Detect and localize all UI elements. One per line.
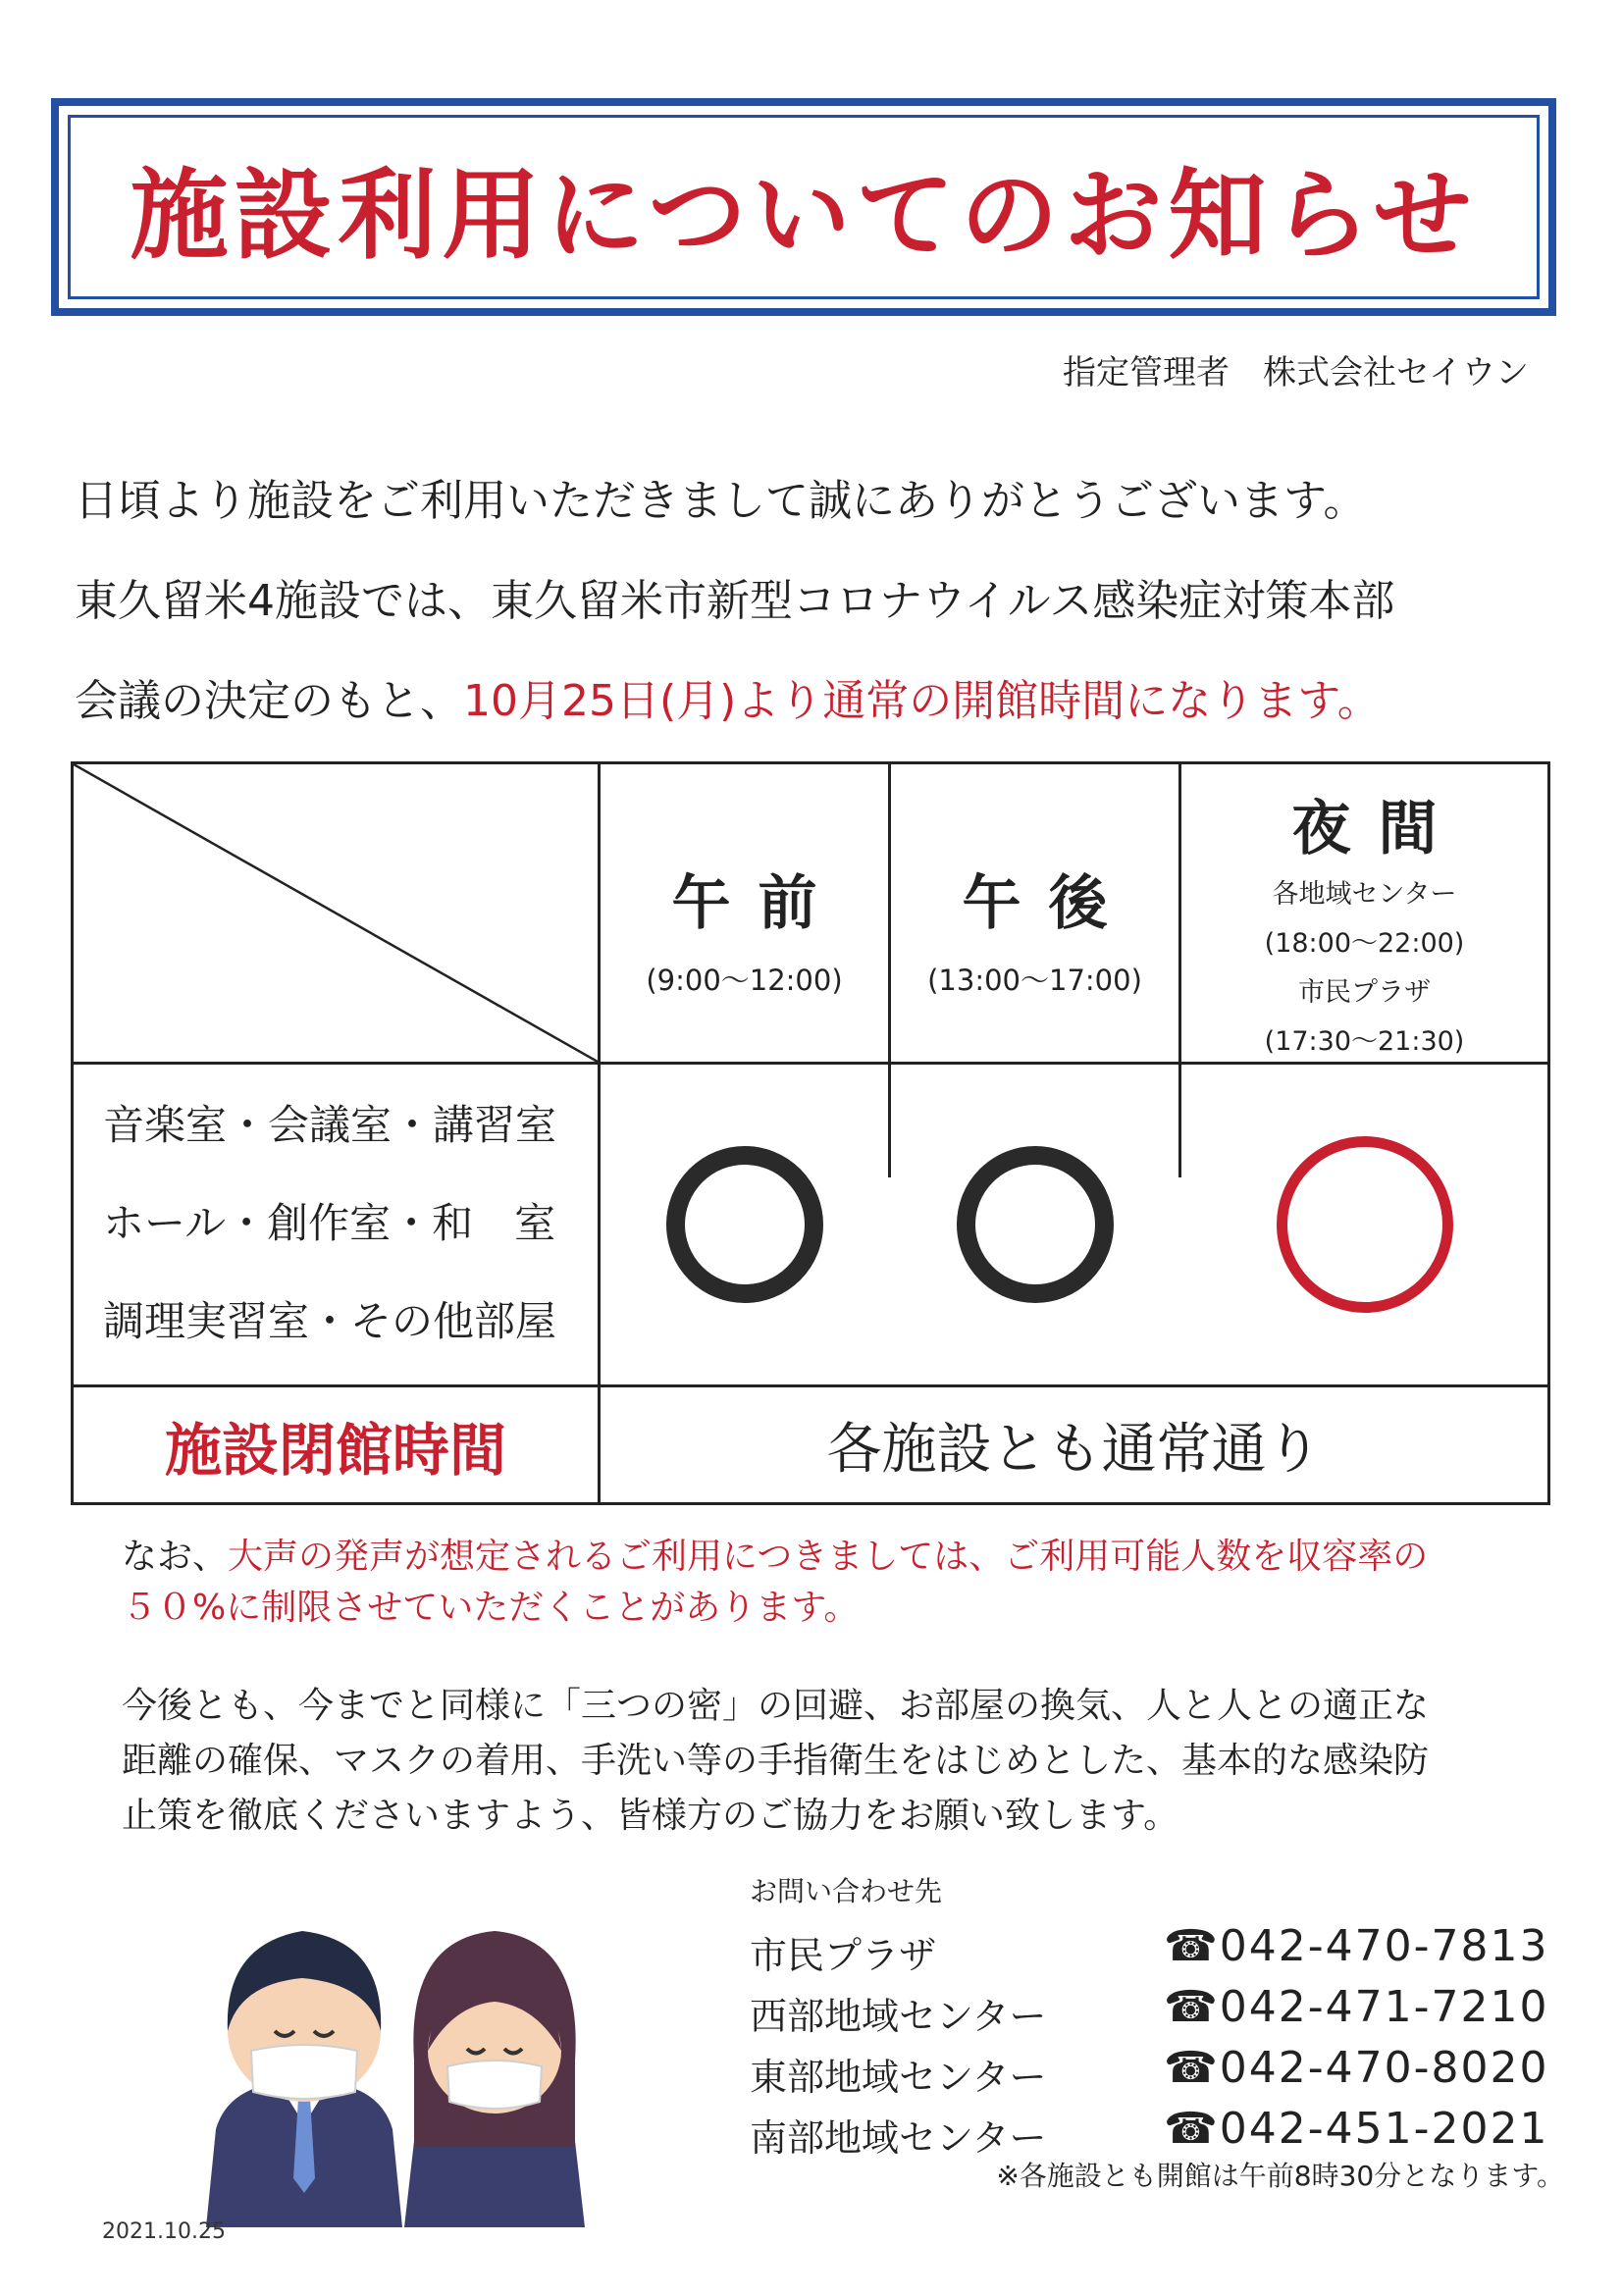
- contact-tel-east: ☎042-470-8020: [1164, 2043, 1549, 2093]
- title-banner: [51, 98, 1556, 316]
- night-availability-cell: [1181, 1065, 1547, 1384]
- opening-time-footnote: ※各施設とも開館は午前8時30分となります。: [996, 2160, 1564, 2192]
- body-line-3: 止策を徹底くださいますよう、皆様方のご協力をお願い致します。: [122, 1796, 1179, 1836]
- morning-time: (9:00〜12:00): [646, 964, 843, 997]
- closing-label: 施設閉館時間: [164, 1416, 506, 1484]
- manager-line: 指定管理者 株式会社セイウン: [1063, 353, 1529, 392]
- contact-tel-south: ☎042-451-2021: [1164, 2104, 1549, 2154]
- intro-reopen-date: 10月25日(月)より通常の開館時間になります。: [463, 676, 1381, 726]
- morning-label: 午前: [671, 869, 845, 938]
- intro-line-3-prefix: 会議の決定のもと、: [75, 676, 463, 726]
- intro-line-1: 日頃より施設をご利用いただきまして誠にありがとうございます。: [75, 476, 1367, 526]
- page-title: 施設利用についてのお知らせ: [130, 158, 1478, 273]
- room-line-2: ホール・創作室・和 室: [103, 1199, 556, 1247]
- contact-name-south: 南部地域センター: [750, 2116, 1047, 2160]
- header-afternoon: [891, 764, 1178, 1062]
- night-label: 夜間: [1291, 795, 1465, 863]
- morning-available-circle-icon: [666, 1146, 823, 1303]
- contact-name-west: 西部地域センター: [750, 1995, 1047, 2038]
- intro-line-3: [75, 665, 1381, 728]
- contact-tel-plaza: ☎042-470-7813: [1164, 1921, 1549, 1971]
- title-inner-frame: [68, 115, 1540, 299]
- afternoon-time: (13:00〜17:00): [927, 964, 1142, 997]
- night-center-label: 各地域センター: [1272, 879, 1457, 910]
- night-center-time: (18:00〜22:00): [1264, 928, 1465, 959]
- contact-name-plaza: 市民プラザ: [750, 1934, 937, 1977]
- room-list: [103, 1076, 556, 1371]
- capacity-note-highlight-2: ５０%に制限させていただくことがあります。: [122, 1588, 860, 1628]
- afternoon-availability-cell: [891, 1065, 1178, 1384]
- morning-availability-cell: [601, 1065, 888, 1384]
- closing-label-cell: [74, 1387, 598, 1502]
- capacity-note-line-1: [122, 1529, 1428, 1579]
- issue-date: 2021.10.25: [102, 2219, 226, 2244]
- room-line-1: 音楽室・会議室・講習室: [103, 1101, 557, 1149]
- contact-name-east: 東部地域センター: [750, 2056, 1047, 2099]
- night-plaza-label: 市民プラザ: [1298, 977, 1431, 1008]
- afternoon-label: 午後: [962, 869, 1135, 938]
- room-line-3: 調理実習室・その他部屋: [103, 1297, 557, 1345]
- body-line-2: 距離の確保、マスクの着用、手洗い等の手指衛生をはじめとした、基本的な感染防: [122, 1741, 1430, 1781]
- night-plaza-time: (17:30〜21:30): [1264, 1026, 1465, 1057]
- header-morning: [601, 764, 888, 1062]
- intro-line-2: 東久留米4施設では、東久留米市新型コロナウイルス感染症対策本部: [75, 576, 1395, 626]
- contact-tel-west: ☎042-471-7210: [1164, 1982, 1549, 2032]
- bowing-woman-figure: [404, 1931, 585, 2227]
- afternoon-available-circle-icon: [957, 1146, 1114, 1303]
- closing-value-cell: [601, 1387, 1547, 1502]
- capacity-note-line-2: [122, 1580, 859, 1630]
- schedule-table: [71, 761, 1550, 1505]
- capacity-note-highlight-1: 大声の発声が想定されるご利用につきましては、ご利用可能人数を収容率の: [228, 1537, 1429, 1577]
- header-night: [1181, 764, 1547, 1062]
- night-available-circle-icon: [1277, 1136, 1453, 1313]
- bowing-staff-illustration: [196, 1884, 589, 2227]
- closing-value: 各施設とも通常通り: [826, 1417, 1322, 1482]
- capacity-note-prefix: なお、: [122, 1537, 229, 1577]
- body-line-1: 今後とも、今までと同様に「三つの密」の回避、お部屋の換気、人と人との適正な: [122, 1686, 1430, 1726]
- bowing-man-figure: [206, 1931, 402, 2227]
- corner-diagonal: [74, 764, 598, 1062]
- contact-heading: お問い合わせ先: [750, 1875, 943, 1907]
